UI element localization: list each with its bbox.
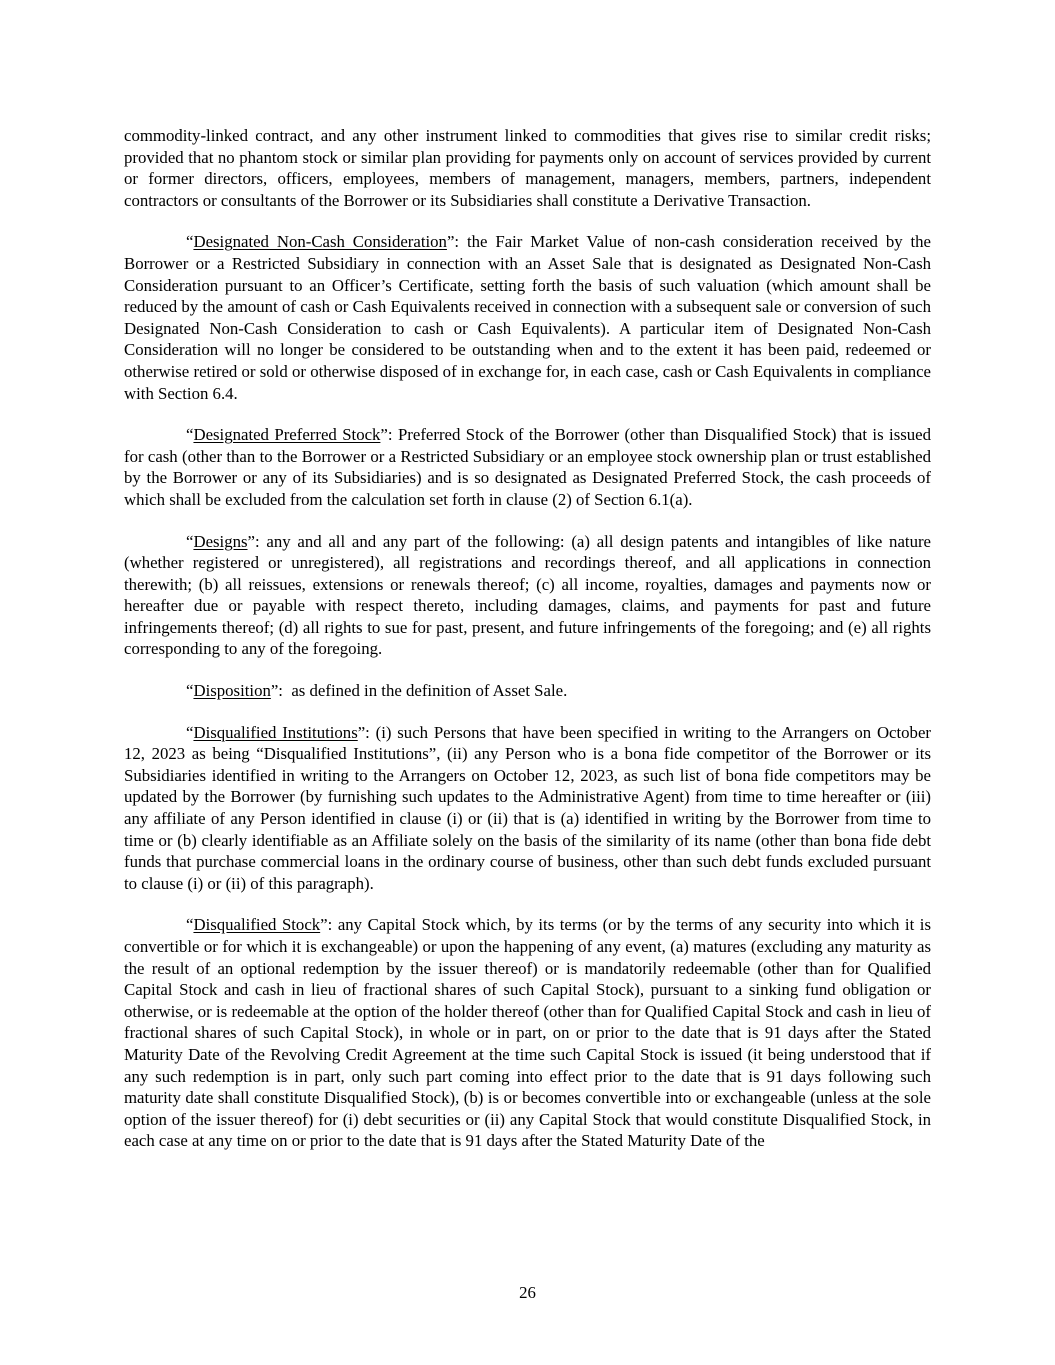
defined-term: Designs <box>193 531 248 551</box>
definition-disqualified-institutions <box>124 722 931 895</box>
definition-body: ”: as defined in the definition of Asset Sale. <box>270 681 568 701</box>
open-quote: “ <box>186 232 194 252</box>
page-number: 26 <box>519 1283 536 1302</box>
defined-term: Disqualified Institutions <box>193 722 358 742</box>
open-quote: “ <box>186 722 194 742</box>
open-quote: “ <box>186 425 194 445</box>
definition-disqualified-stock <box>124 914 931 1152</box>
definition-body: ”: any Capital Stock which, by its terms (or by the terms of any security into which it is convertible or for which it is exchangeable) or upon the happening of any event, (a) matures (excluding any maturity as the result of an optional redemption by the issuer thereof) or is mandatorily redeemable (other than for Qualified Capital Stock and cash in lieu of fractional shares of such Capital Stock), pursuant to a sinking fund obligation or otherwise, or is redeemable at the option of the holder thereof (other than for Qualified Capital Stock and cash in lieu of fractional shares of such Capital Stock), in whole or in part, on or prior to the date that is 91 days after the Stated Maturity Date of the Revolving Credit Agreement at the time such Capital Stock is issued (it being understood that if any such redemption is in part, only such part coming into effect prior to the date that is 91 days following such maturity date shall constitute Disqualified Stock), (b) is or becomes convertible into or exchangeable (unless at the sole option of the issuer thereof) for (i) debt securities or (ii) any Capital Stock that would constitute Disqualified Stock, in each case at any time on or prior to the date that is 91 days after the Stated Maturity Date of the <box>124 915 931 1151</box>
definition-designs <box>124 531 931 661</box>
open-quote: “ <box>186 681 194 701</box>
defined-term: Designated Non-Cash Consideration <box>193 232 447 252</box>
definition-designated-non-cash-consideration <box>124 231 931 404</box>
defined-term: Disqualified Stock <box>193 915 321 935</box>
definition-body: ”: Preferred Stock of the Borrower (other than Disqualified Stock) that is issued for cash (other than to the Borrower or a Restricted Subsidiary or an employee stock ownership plan or trust established by the Borrower or any of its Subsidiaries) and is so designated as Designated Preferred Stock, the cash proceeds of which shall be excluded from the calculation set forth in clause (2) of Section 6.1(a). <box>124 425 931 509</box>
paragraph-body: commodity-linked contract, and any other instrument linked to commodities that gives rise to similar credit risks; provided that no phantom stock or similar plan providing for payments only on account of services provided by current or former directors, officers, employees, members of management, managers, members, partners, independent contractors or consultants of the Borrower or its Subsidiaries shall constitute a Derivative Transaction. <box>124 126 931 210</box>
definition-disposition <box>124 680 931 702</box>
open-quote: “ <box>186 531 194 551</box>
paragraph-derivative-transaction-continuation <box>124 125 931 211</box>
definition-designated-preferred-stock <box>124 424 931 510</box>
document-page <box>124 125 931 1172</box>
definition-body: ”: (i) such Persons that have been specified in writing to the Arrangers on October 12, 2023 as being “Disqualified Institutions”, (ii) any Person who is a bona fide competitor of the Borrower or its Subsidiaries identified in writing to the Arrangers on October 12, 2023, as such list of bona fide competitors may be updated by the Borrower (by furnishing such updates to the Administrative Agent) from time to time hereafter or (iii) any affiliate of any Person identified in clause (i) or (ii) that is (a) identified in writing by the Borrower from time to time or (b) clearly identifiable as an Affiliate solely on the basis of the similarity of its name (other than bona fide debt funds that purchase commercial loans in the ordinary course of business, other than such debt funds excluded pursuant to clause (i) or (ii) of this paragraph). <box>124 722 931 893</box>
definition-body: ”: the Fair Market Value of non-cash consideration received by the Borrower or a Restricted Subsidiary in connection with an Asset Sale that is designated as Designated Non-Cash Consideration pursuant to an Officer’s Certificate, setting forth the basis of such valuation (which amount shall be reduced by the amount of cash or Cash Equivalents received in connection with a subsequent sale or conversion of such Designated Non-Cash Consideration to cash or Cash Equivalents). A particular item of Designated Non-Cash Consideration will no longer be considered to be outstanding when and to the extent it has been paid, redeemed or otherwise retired or sold or otherwise disposed of in exchange for, in each case, cash or Cash Equivalents in compliance with Section 6.4. <box>124 232 932 403</box>
definition-body: ”: any and all and any part of the following: (a) all design patents and intangibles of like nature (whether registered or unregistered), all registrations and recordings thereof, and all applications in connection therewith; (b) all reissues, extensions or renewals thereof; (c) all income, royalties, damages and payments now or hereafter due or payable with respect thereto, including damages, claims, and payments for past and future infringements thereof; (d) all rights to sue for past, present, and future infringements of the foregoing; and (e) all rights corresponding to any of the foregoing. <box>124 531 931 659</box>
defined-term: Designated Preferred Stock <box>193 425 381 445</box>
defined-term: Disposition <box>193 681 271 701</box>
open-quote: “ <box>186 915 194 935</box>
